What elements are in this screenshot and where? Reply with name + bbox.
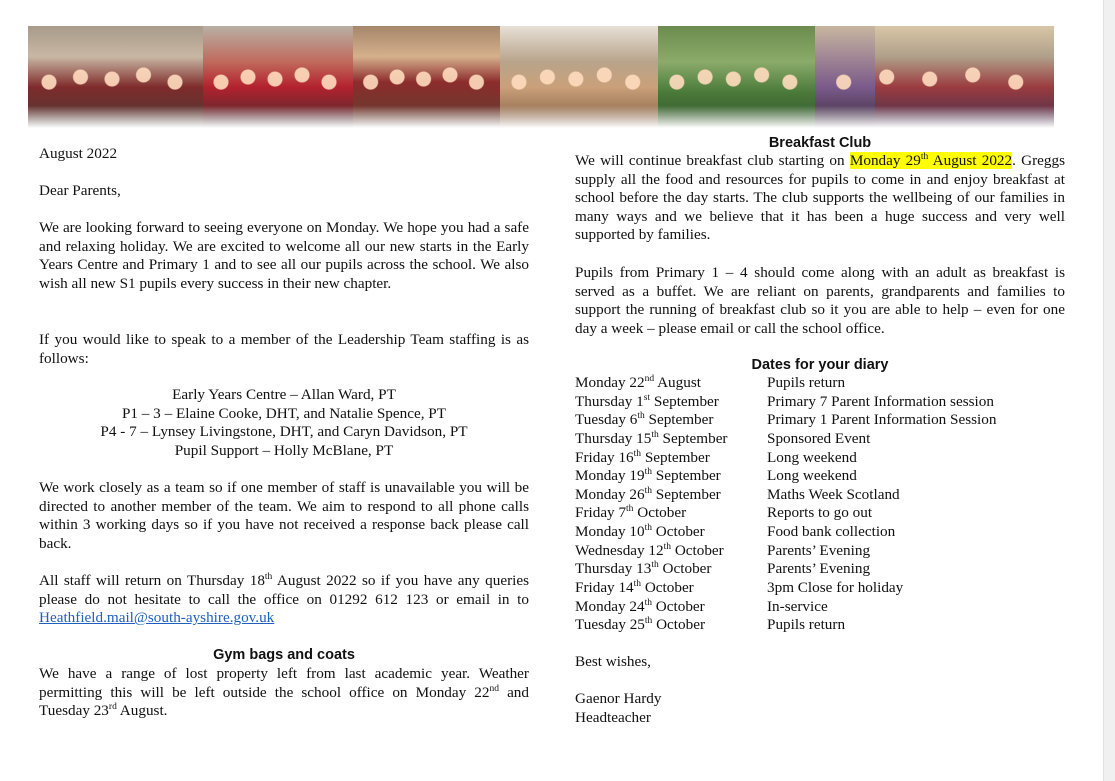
staff-item: Early Years Centre – Allan Ward, PT (172, 386, 396, 403)
diary-event: In-service (767, 597, 828, 615)
diary-table (575, 374, 996, 635)
staff-list (39, 386, 529, 460)
diary-date: Friday 16th September (575, 448, 710, 466)
banner-photo-pupils-red-jumpers (203, 26, 353, 128)
diary-date: Monday 19th September (575, 467, 721, 485)
diary-row (575, 393, 996, 412)
diary-date: Tuesday 6th September (575, 411, 714, 429)
diary-row (575, 486, 996, 505)
letter-date: August 2022 (39, 145, 118, 162)
diary-date: Monday 10th October (575, 523, 705, 541)
diary-date: Thursday 15th September (575, 429, 728, 447)
banner-photo-pupils-certificates (28, 26, 203, 128)
diary-row (575, 449, 996, 468)
signatory-name: Gaenor Hardy (575, 690, 662, 707)
staff-item: P4 - 7 – Lynsey Livingstone, DHT, and Caryn Davidson, PT (100, 423, 468, 441)
return-paragraph: All staff will return on Thursday 18th August 2022 so if you have any queries please do not hesitate to call the office on 01292 612 123 or email in to Heathfield.mail@south-ayshire.gov.uk (39, 572, 529, 627)
diary-row (575, 411, 996, 430)
breakfast-paragraph-2: Pupils from Primary 1 – 4 should come along with an adult as breakfast is served as a buffet. We are reliant on parents, grandparents and families to support the running of breakfast club so it you are able to help – even for one day a week – please email or call the school office. (575, 264, 1065, 337)
signatory-role: Headteacher (575, 709, 651, 726)
diary-event: Primary 7 Parent Information session (767, 392, 994, 410)
diary-row (575, 616, 996, 635)
diary-date: Thursday 1st September (575, 392, 719, 410)
diary-row (575, 504, 996, 523)
diary-event: Maths Week Scotland (767, 485, 900, 503)
gym-paragraph: We have a range of lost property left from last academic year. Weather permitting this will be left outside the school office on Monday 22nd and Tuesday 23rd August. (39, 665, 529, 720)
diary-row (575, 560, 996, 579)
diary-event: Sponsored Event (767, 429, 871, 447)
diary-date: Friday 14th October (575, 579, 694, 597)
signoff: Best wishes, (575, 653, 651, 670)
diary-date: Monday 24th October (575, 597, 705, 615)
gym-heading: Gym bags and coats (213, 647, 355, 663)
email-link[interactable]: Heathfield.mail@south-ayshire.gov.uk (39, 609, 275, 627)
leadership-intro: If you would like to speak to a member of the Leadership Team staffing is as follows: (39, 331, 529, 367)
breakfast-heading: Breakfast Club (768, 135, 872, 151)
diary-row (575, 374, 996, 393)
banner-photo-girl-tiara (500, 26, 658, 128)
diary-row (575, 467, 996, 486)
diary-date: Wednesday 12th October (575, 541, 724, 559)
diary-row (575, 542, 996, 561)
diary-date: Tuesday 25th October (575, 616, 706, 634)
vertical-scrollbar[interactable] (1103, 0, 1115, 781)
diary-date: Monday 22nd August (575, 374, 701, 391)
diary-row (575, 523, 996, 542)
diary-event: Reports to go out (767, 504, 873, 522)
team-paragraph: We work closely as a team so if one member of staff is unavailable you will be directed to another member of the team. We aim to respond to all phone calls within 3 working days so if you have not received a response back please call back. (39, 479, 529, 552)
staff-item: P1 – 3 – Elaine Cooke, DHT, and Natalie Spence, PT (121, 404, 447, 422)
photo-banner (28, 26, 1054, 128)
banner-photo-field-picnic (658, 26, 815, 128)
diary-row (575, 430, 996, 449)
diary-event: Long weekend (767, 467, 857, 485)
diary-event: Long weekend (767, 448, 857, 466)
diary-date: Thursday 13th October (575, 560, 712, 578)
diary-date: Monday 26th September (575, 485, 721, 503)
diary-event: Primary 1 Parent Information Session (767, 411, 997, 429)
breakfast-paragraph-1: We will continue breakfast club starting on Monday 29th August 2022. Greggs supply all the food and resources for pupils to come in and enjoy breakfast at school before the day starts. The club supports the wellbeing of our families in many ways and we believe that it has been a huge success and very well supported by families. (575, 152, 1066, 244)
diary-event: Pupils return (767, 616, 846, 634)
intro-paragraph: We are looking forward to seeing everyone on Monday. We hope you had a safe and relaxing holiday. We are excited to welcome all our new starts in the Early Years Centre and Primary 1 and to see all our pupils across the school. We also wish all new S1 pupils every success in their new chapter. (39, 219, 529, 292)
diary-event: Parents’ Evening (767, 541, 871, 559)
diary-row (575, 598, 996, 617)
banner-photo-pupil-crown (353, 26, 500, 128)
diary-heading: Dates for your diary (751, 357, 889, 373)
diary-event: Parents’ Evening (767, 560, 871, 578)
banner-photo-class-group (815, 26, 1054, 128)
diary-event: Pupils return (767, 374, 846, 391)
diary-event: Food bank collection (767, 523, 896, 541)
staff-item: Pupil Support – Holly McBlane, PT (174, 441, 394, 459)
diary-date: Friday 7th October (575, 504, 687, 522)
highlighted-date: Monday 29th August 2022 (849, 152, 1013, 169)
diary-row (575, 579, 996, 598)
diary-event: 3pm Close for holiday (767, 579, 904, 597)
greeting: Dear Parents, (39, 182, 121, 199)
